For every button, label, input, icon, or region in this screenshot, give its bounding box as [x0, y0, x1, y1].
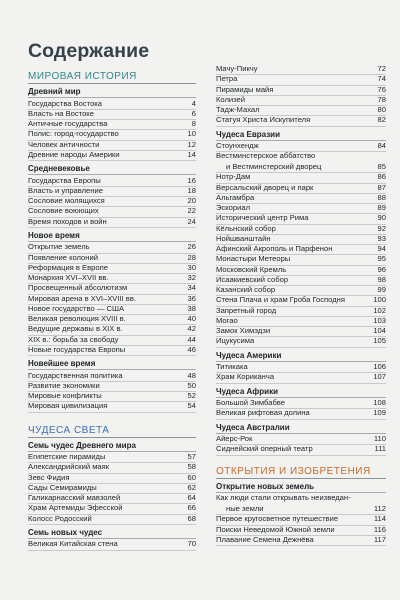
section-divider [28, 437, 196, 438]
section-heading-text: МИРОВАЯ ИСТОРИЯ [28, 71, 137, 82]
entry-title-line: Запретный город [216, 305, 277, 315]
entry-title [216, 85, 370, 95]
subsection-heading [216, 422, 386, 433]
subsection-heading [216, 386, 386, 397]
entry-title [216, 362, 370, 372]
entry-title-line: Первое кругосветное путешествие [216, 514, 339, 524]
entry-title [216, 64, 370, 74]
entry-title-line: Ведущие державы в XIX в. [28, 324, 123, 334]
entry-page-number: 46 [187, 344, 196, 354]
entry-title-line: Казанский собор [216, 285, 276, 295]
entry-title [216, 203, 370, 213]
entry-title-line: Колосс Родосский [28, 513, 92, 523]
subsection-heading [28, 527, 196, 538]
entry-page-number: 105 [373, 336, 386, 346]
entry-page-number: 66 [187, 503, 196, 513]
entry-title-line: Развитие экономики [28, 380, 100, 390]
entry-page-number: 88 [377, 192, 386, 202]
section-heading-text: ЧУДЕСА СВЕТА [28, 424, 110, 436]
entry-title-line: Античные государства [28, 119, 108, 128]
entry-title [216, 372, 370, 382]
entry-title [216, 295, 370, 305]
entry-title [28, 242, 180, 252]
entry-page-number: 62 [187, 482, 196, 492]
entry-title [28, 283, 180, 293]
entry-title-line: Титикака [216, 362, 248, 372]
section-divider [28, 83, 196, 84]
entry-page-number: 72 [377, 64, 386, 73]
entry-title-line: Мачу-Пикчу [216, 64, 258, 73]
contents-entry [216, 115, 386, 126]
entry-title [28, 99, 180, 109]
entry-page-number: 70 [187, 539, 196, 549]
entry-page-number: 114 [373, 514, 386, 524]
entry-page-number: 110 [373, 434, 386, 444]
contents-entry [216, 151, 386, 173]
entry-page-number: 106 [373, 362, 386, 372]
subsection-heading [216, 350, 386, 361]
entry-title-line: Исторический центр Рима [216, 213, 309, 223]
entry-title [28, 401, 180, 411]
section-heading-text: ОТКРЫТИЯ И ИЗОБРЕТЕНИЯ [216, 465, 371, 477]
entry-page-number: 58 [187, 462, 196, 472]
entry-page-number: 6 [191, 108, 196, 118]
entry-title-line: Версальский дворец и парк [216, 182, 314, 192]
entry-title [216, 115, 370, 125]
entry-title [216, 525, 370, 535]
entry-title-line: Великая Китайская стена [28, 539, 118, 549]
contents-entry [28, 345, 196, 356]
entry-page-number: 102 [373, 305, 386, 315]
entry-title [28, 473, 180, 483]
entry-title [216, 514, 370, 524]
entry-title [216, 105, 370, 115]
entry-title [28, 314, 180, 324]
entry-page-number: 40 [187, 314, 196, 323]
entry-page-number: 82 [377, 115, 386, 125]
entry-page-number: 89 [377, 203, 386, 213]
entry-title-line: Власть и управление [28, 185, 103, 195]
entry-page-number: 20 [187, 196, 196, 205]
entry-title-line: Колизей [216, 94, 246, 104]
entry-title [28, 452, 180, 462]
entry-page-number: 100 [373, 295, 386, 305]
entry-page-number: 104 [373, 326, 386, 336]
contents-entry [216, 535, 386, 546]
entry-title-line: Петра [216, 74, 238, 84]
entry-page-number: 32 [187, 273, 196, 282]
entry-page-number: 103 [373, 315, 386, 325]
entry-title [28, 514, 180, 524]
entry-title-line: Альгамбра [216, 192, 255, 202]
entry-page-number: 93 [377, 233, 386, 243]
contents-entry [216, 336, 386, 347]
entry-title [216, 244, 370, 254]
section-heading [28, 70, 196, 83]
entry-title-line: Поиски Неведомой Южной земли [216, 524, 335, 534]
entry-page-number: 84 [377, 141, 386, 150]
entry-title [28, 150, 180, 160]
entry-title-line: Кёльнский собор [216, 223, 276, 233]
entry-title-line: Зевс Фидия [28, 472, 70, 482]
entry-title-line-2: ные земли [226, 503, 264, 513]
entry-title [216, 408, 370, 418]
entry-title [28, 186, 180, 196]
entry-page-number: 18 [187, 185, 196, 195]
subsection-heading-text: Новейшее время [28, 359, 96, 368]
entry-title [28, 462, 180, 472]
subsection-heading-text: Открытие новых земель [216, 481, 315, 491]
entry-title-line: Новое государство — США [28, 303, 125, 313]
subsection-heading-text: Средневековье [28, 164, 90, 173]
entry-title-line: Как люди стали открывать неизведан- [216, 493, 351, 503]
entry-title-line: Большой Зимбабве [216, 398, 285, 408]
entry-page-number: 109 [373, 408, 386, 418]
entry-page-number: 50 [187, 380, 196, 390]
entry-page-number: 92 [377, 223, 386, 233]
entry-page-number: 116 [373, 524, 386, 534]
entry-title [28, 206, 180, 216]
subsection-heading-text: Чудеса Африки [216, 386, 279, 396]
subsection-heading-text: Чудеса Евразии [216, 129, 281, 139]
entry-page-number: 22 [187, 206, 196, 216]
entry-title-line: Пирамиды майя [216, 84, 274, 94]
entry-title [216, 234, 370, 244]
entry-title [216, 224, 370, 234]
entry-title-line: Сиднейский оперный театр [216, 444, 313, 454]
entry-title-line: Государства Европы [28, 175, 101, 185]
entry-page-number: 8 [191, 119, 196, 128]
entry-title-line-2: и Вестминстерский дворец [226, 161, 322, 171]
entry-title-line: Мировые конфликты [28, 391, 102, 400]
contents-entry [28, 150, 196, 161]
entry-page-number: 54 [187, 401, 196, 411]
entry-page-number: 78 [377, 94, 386, 104]
entry-page-number: 30 [187, 262, 196, 272]
entry-title [216, 316, 370, 326]
entry-title-line: Александрийский маяк [28, 462, 110, 472]
entry-title-line: Замок Химэдзи [216, 326, 271, 336]
entry-title-line: Время походов и войн [28, 216, 107, 226]
subsection-heading-text: Древний мир [28, 87, 81, 96]
entry-page-number: 107 [373, 372, 386, 382]
entry-title-line: Мировая арена в XVI–XVIII вв. [28, 293, 136, 303]
entry-page-number: 64 [187, 493, 196, 502]
entry-title-line: Открытие земель [28, 242, 90, 252]
entry-title-line: Вестминстерское аббатство [216, 151, 316, 161]
subsection-heading [28, 358, 196, 369]
entry-title-line: Плавание Семена Дежнёва [216, 534, 314, 544]
entry-page-number: 108 [373, 398, 386, 408]
contents-entry [28, 401, 196, 412]
entry-title [28, 391, 180, 401]
entry-page-number: 117 [373, 534, 386, 544]
entry-title-line: Государства Востока [28, 98, 103, 108]
entry-title [216, 172, 370, 182]
entry-title [28, 217, 180, 227]
entry-title [28, 503, 180, 513]
entry-title [28, 381, 180, 391]
entry-title [216, 285, 370, 295]
entry-title-line: Могао [216, 315, 238, 325]
entry-page-number: 16 [187, 175, 196, 185]
entry-title-line: Египетские пирамиды [28, 452, 106, 461]
subsection-heading [216, 129, 386, 140]
subsection-heading-text: Чудеса Америки [216, 350, 282, 360]
entry-title [216, 434, 370, 444]
section-heading [216, 465, 386, 478]
entry-title-line: Исаакиевский собор [216, 274, 289, 284]
page-title: Содержание [28, 40, 150, 62]
contents-entry [28, 539, 196, 550]
entry-page-number: 4 [191, 98, 196, 108]
entry-title [28, 371, 180, 381]
entry-page-number: 26 [187, 242, 196, 252]
entry-page-number: 95 [377, 254, 386, 264]
entry-title-line: Стена Плача и храм Гроба Господня [216, 295, 345, 305]
entry-title-line: Храм Кориканча [216, 372, 275, 382]
entry-title [28, 304, 180, 314]
entry-page-number: 14 [187, 149, 196, 159]
subsection-heading [28, 163, 196, 174]
entry-title [216, 336, 370, 346]
subsection-heading [216, 481, 386, 492]
entry-title-line: Великая рифтовая долина [216, 408, 310, 418]
entry-page-number: 42 [187, 324, 196, 334]
entry-page-number: 12 [187, 139, 196, 149]
entry-title [28, 493, 180, 503]
subsection-heading-text: Новое время [28, 230, 80, 240]
entry-title-line: Великая революция XVIII в. [28, 314, 126, 323]
entry-title [216, 326, 370, 336]
entry-title-line: Сады Семирамиды [28, 482, 97, 492]
entry-page-number: 111 [374, 444, 386, 454]
entry-page-number: 85 [377, 162, 386, 172]
entry-title [28, 483, 180, 493]
entry-title [28, 119, 180, 129]
entry-title [28, 324, 180, 334]
entry-title [28, 294, 180, 304]
entry-title-line: XIX в.: борьба за свободу [28, 334, 119, 344]
entry-title [216, 535, 370, 545]
entry-title [216, 193, 370, 203]
entry-title-line: Мировая цивилизация [28, 401, 108, 411]
entry-title-line: Стоунхендж [216, 141, 259, 150]
entry-page-number: 68 [187, 513, 196, 523]
subsection-heading [28, 230, 196, 241]
entry-page-number: 10 [187, 129, 196, 139]
entry-title [216, 141, 370, 151]
subsection-heading-text: Семь новых чудес [28, 527, 103, 537]
entry-title-line: Айерс-Рок [216, 434, 253, 444]
entry-page-number: 99 [377, 285, 386, 295]
entry-title [216, 265, 370, 275]
entry-title [28, 273, 180, 283]
entry-title [216, 74, 370, 84]
entry-title [28, 335, 180, 345]
entry-title [216, 95, 370, 105]
entry-title-line: Галикарнасский мавзолей [28, 493, 121, 502]
entry-title [28, 129, 180, 139]
entry-page-number: 57 [187, 452, 196, 461]
entry-page-number: 87 [377, 182, 386, 192]
entry-title [28, 196, 180, 206]
entry-title-line: Реформация в Европе [28, 262, 108, 272]
entry-page-number: 90 [377, 213, 386, 223]
entry-title [216, 493, 368, 514]
contents-entry [216, 493, 386, 515]
entry-title-line: Сословие воюющих [28, 206, 99, 216]
entry-title-line: Нойшванштайн [216, 233, 271, 243]
entry-page-number: 44 [187, 334, 196, 344]
entry-title [216, 183, 370, 193]
entry-page-number: 86 [377, 172, 386, 182]
contents-entry [216, 408, 386, 419]
section-heading [28, 424, 196, 437]
entry-title [216, 444, 370, 454]
entry-title [216, 398, 370, 408]
entry-title-line: Статуя Христа Искупителя [216, 115, 311, 125]
entry-page-number: 36 [187, 293, 196, 303]
entry-page-number: 24 [187, 216, 196, 226]
entry-title [28, 539, 180, 549]
entry-title-line: Ицукусима [216, 336, 255, 346]
entry-page-number: 38 [187, 303, 196, 313]
entry-title-line: Новые государства Европы [28, 344, 126, 354]
entry-title-line: Храм Артемиды Эфесской [28, 503, 123, 513]
entry-title [28, 176, 180, 186]
subsection-heading [28, 440, 196, 451]
subsection-heading [28, 86, 196, 97]
entry-title [216, 254, 370, 264]
entry-page-number: 96 [377, 264, 386, 274]
entry-title-line: Тадж-Махал [216, 105, 260, 114]
entry-title [216, 213, 370, 223]
entry-page-number: 48 [187, 370, 196, 380]
entry-title [28, 345, 180, 355]
entry-title-line: Сословие молящихся [28, 196, 105, 205]
entry-title-line: Человек античности [28, 139, 100, 149]
entry-title [28, 109, 180, 119]
entry-title-line: Афинский Акрополь и Парфенон [216, 244, 333, 254]
entry-title [28, 253, 180, 263]
entry-title [216, 306, 370, 316]
entry-page-number: 94 [377, 244, 386, 254]
entry-page-number: 34 [187, 283, 196, 293]
entry-title-line: Власть на Востоке [28, 108, 94, 118]
subsection-heading-text: Чудеса Австралии [216, 422, 290, 432]
entry-page-number: 28 [187, 252, 196, 262]
entry-page-number: 112 [373, 503, 386, 513]
entry-title-line: Нотр-Дам [216, 172, 251, 182]
entry-title [216, 151, 368, 172]
entry-title [28, 263, 180, 273]
entry-page-number: 98 [377, 274, 386, 284]
entry-title-line: Полис: город-государство [28, 129, 119, 139]
contents-entry [216, 372, 386, 383]
entry-title-line: Монастыри Метеоры [216, 254, 291, 264]
subsection-heading-text: Семь чудес Древнего мира [28, 440, 136, 450]
entry-page-number: 60 [187, 472, 196, 482]
entry-title-line: Просвещенный абсолютизм [28, 283, 128, 293]
entry-title [28, 140, 180, 150]
contents-entry [216, 444, 386, 455]
entry-title-line: Древние народы Америки [28, 149, 120, 159]
entry-title [216, 275, 370, 285]
entry-title-line: Эскориал [216, 203, 251, 213]
entry-title-line: Московский Кремль [216, 264, 287, 274]
entry-title-line: Государственная политика [28, 370, 123, 380]
section-divider [216, 478, 386, 479]
entry-page-number: 76 [377, 84, 386, 94]
entry-page-number: 52 [187, 391, 196, 400]
entry-title-line: Монархия XVI–XVII вв. [28, 273, 109, 282]
contents-entry [28, 217, 196, 228]
entry-page-number: 74 [377, 74, 386, 84]
contents-entry [28, 514, 196, 525]
entry-page-number: 80 [377, 105, 386, 114]
entry-title-line: Появление колоний [28, 252, 98, 262]
